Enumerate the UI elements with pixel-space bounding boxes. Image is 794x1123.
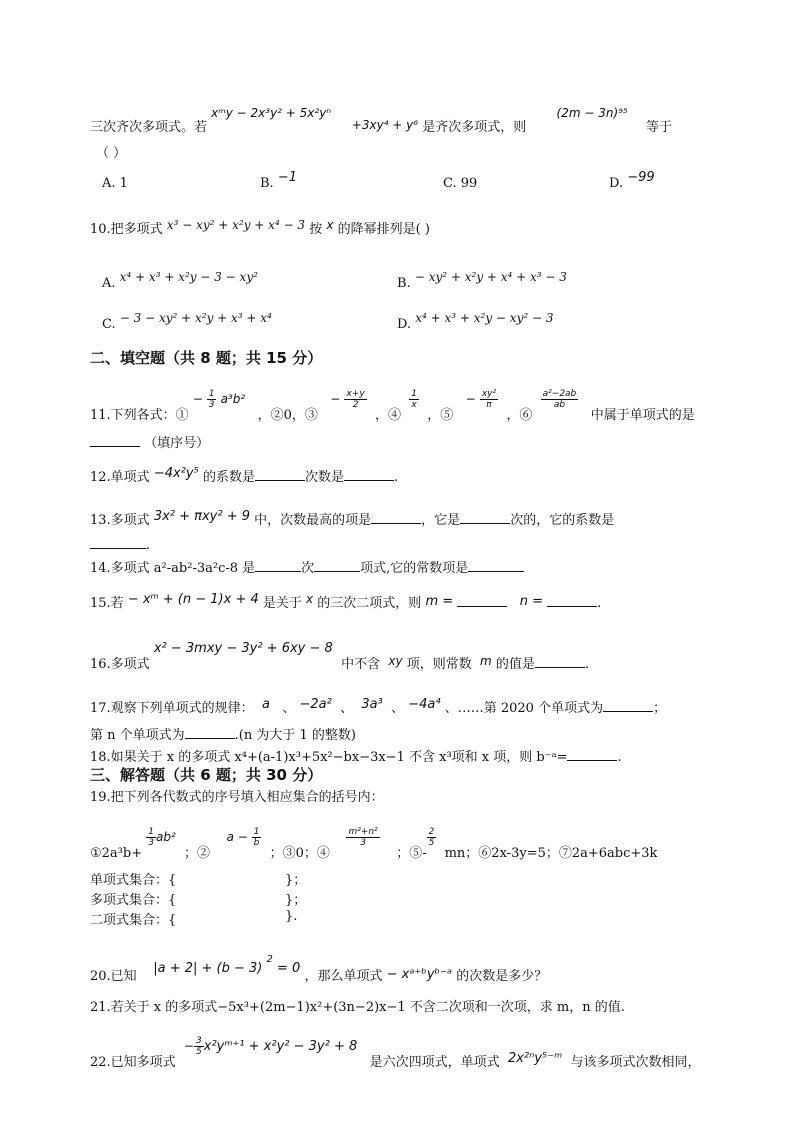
q12-pre: 12.单项式 <box>90 470 150 485</box>
q15-mid2: 的三次二项式，则 <box>317 596 422 611</box>
q10-option-d <box>397 311 554 332</box>
q11-e1-rest: a³b² <box>220 392 246 406</box>
q9-option-b-math: −1 <box>277 170 297 185</box>
q19-p2: ；② <box>184 846 211 861</box>
q15-end: . <box>597 596 602 611</box>
q19-line1: 19.把下列各代数式的序号填入相应集合的括号内： <box>90 790 384 805</box>
q16-mid: 中不含 <box>341 657 381 672</box>
q9-option-d <box>609 170 655 191</box>
q10-option-c-math: − 3 − xy² + x²y + x³ + x⁴ <box>119 311 272 325</box>
q11-e4-fraction <box>409 389 419 410</box>
q16-blank <box>535 655 585 668</box>
q11-e1-den: 3 <box>208 400 215 410</box>
q16-var2: m <box>479 654 492 668</box>
q19-set-monomial-end: }； <box>285 873 307 888</box>
q13-blank-coefficient <box>90 536 146 549</box>
q9-text-pre: 三次齐次多项式。若 <box>90 120 208 135</box>
q19-e2: a − <box>226 830 252 844</box>
q17-pre: 17.观察下列单项式的规律： <box>90 701 254 716</box>
q19-f1-rest: ab² <box>155 830 176 844</box>
q19-f5-den: 5 <box>428 838 435 848</box>
q17-term-1: a <box>261 697 270 712</box>
q22-f-num: 3 <box>196 1036 202 1046</box>
q9-expr3: (2m − 3n)⁹⁵ <box>556 106 628 120</box>
q12-line <box>90 466 398 485</box>
q16-line <box>90 641 589 672</box>
q11-e6-den: ab <box>553 400 566 410</box>
q11-blank <box>90 434 140 447</box>
q15-line <box>90 592 601 611</box>
q22-end: 与该多项式次数相同， <box>570 1055 701 1070</box>
q18-line <box>90 746 622 765</box>
q10-text-pre: 10.把多项式 <box>90 222 163 237</box>
q14-blank-terms <box>314 559 360 572</box>
q13-mid2: ，它是 <box>421 513 461 528</box>
q17-sep-3: 、 <box>391 701 405 716</box>
q16-expr: x² − 3mxy − 3y² + 6xy − 8 <box>153 641 333 656</box>
q11-e5-num: xy² <box>481 389 497 399</box>
q10-var: x <box>326 218 334 232</box>
q10-option-a-math: x⁴ + x³ + x²y − 3 − xy² <box>119 270 258 284</box>
q9-expr: xᵐy − 2x³y² + 5x²yⁿ <box>211 106 332 120</box>
q10-option-d-math: x⁴ + x³ + x²y − xy² − 3 <box>415 311 554 325</box>
q20-end: 的次数是多少？ <box>456 969 548 984</box>
q17-line2 <box>90 724 356 743</box>
q18-end: . <box>617 750 622 765</box>
q12-mid: 的系数是 <box>202 470 255 485</box>
q15-blank-m <box>457 594 507 607</box>
q18-blank <box>567 748 617 761</box>
q10-text-mid: 按 <box>309 222 323 237</box>
q11-s5: ，⑤ <box>427 408 454 423</box>
q19-f2-fraction <box>252 827 262 848</box>
q20-expr: |a + 2| + (b − 3) <box>153 961 263 976</box>
q19-set-binomial-end: }. <box>285 909 298 924</box>
q10-option-a <box>102 270 258 291</box>
q13-expr: 3x² + πxy² + 9 <box>153 509 251 524</box>
q22-neg: − <box>183 1039 195 1053</box>
q22-pre: 22.已知多项式 <box>90 1055 176 1070</box>
q11-e6-fraction <box>541 389 579 410</box>
q19-f1-den: 3 <box>148 838 154 848</box>
q13-blank-degree <box>460 511 510 524</box>
q13-mid3: 次的，它的系数是 <box>510 513 615 528</box>
q11-e3-num: x+y <box>346 389 365 399</box>
q10-text-end: 的降幂排列是( ) <box>337 222 430 237</box>
q15-expr: − xᵐ + (n − 1)x + 4 <box>127 592 259 607</box>
q19-set-monomial-label: 单项式集合：{ <box>90 873 177 888</box>
q17-blank-2020 <box>603 699 653 712</box>
q14-line <box>90 557 524 576</box>
q10-option-b-label: B. <box>397 276 411 291</box>
q15-n: n = <box>519 594 543 609</box>
q12-mid2: 次数是 <box>304 470 344 485</box>
q10-line <box>90 218 430 237</box>
q11-e5-den: π <box>486 400 492 410</box>
q11-e1-fraction <box>207 389 217 410</box>
q11-e4-num: 1 <box>411 389 417 399</box>
q13-blank-term <box>371 511 421 524</box>
q10-option-c-label: C. <box>102 317 116 332</box>
q11-e4-den: x <box>411 400 417 410</box>
q9-option-d-math: −99 <box>627 170 655 185</box>
q11-e6-num: a²−2ab <box>542 389 577 399</box>
q9-line1 <box>90 106 673 135</box>
q14-mid2: 项式,它的常数项是 <box>360 561 469 576</box>
q19-set-binomial <box>90 909 298 928</box>
q9-option-b <box>260 170 297 191</box>
q20-eq: = 0 <box>277 961 301 976</box>
section-2-heading: 二、填空题（共 8 题；共 15 分） <box>90 349 323 367</box>
q9-expr2: +3xy⁴ + y⁶ <box>351 118 419 132</box>
q20-pre: 20.已知 <box>90 969 137 984</box>
q17-mid: 、……第 2020 个单项式为 <box>444 701 604 716</box>
q13-line2 <box>90 536 150 553</box>
q11-e3-fraction <box>344 389 366 410</box>
q15-blank-n <box>547 594 597 607</box>
q14-blank-constant <box>468 559 524 572</box>
q11-s4: ，④ <box>374 408 401 423</box>
q10-option-a-label: A. <box>102 276 116 291</box>
q19-p3: ；③0；④ <box>269 846 330 861</box>
q19-f4-fraction <box>346 827 379 848</box>
q21-line: 21.若关于 x 的多项式−5x³+(2m−1)x²+(3n−2)x−1 不含二次项和一次项，求 m，n 的值. <box>90 1000 625 1015</box>
q15-mid: 是关于 <box>262 596 302 611</box>
q17-line2-text: 第 n 个单项式为 <box>90 728 185 743</box>
q15-m: m = <box>425 594 454 609</box>
q11-e3-den: 2 <box>352 400 359 410</box>
q11-e1-sign: − <box>192 392 207 406</box>
q19-set-polynomial-label: 多项式集合：{ <box>90 893 177 908</box>
q9-text-end: 等于 <box>646 120 673 135</box>
q17-line2-end: .(n 为大于 1 的整数) <box>234 728 356 743</box>
q19-f5-fraction <box>427 827 437 848</box>
q22-f-den: 5 <box>196 1047 202 1057</box>
q22-fraction <box>194 1036 204 1057</box>
q19-p1: ①2a³b+ <box>90 846 143 861</box>
q19-f4-num: m²+n² <box>348 827 378 837</box>
q20-square: 2 <box>266 954 273 965</box>
q14-pre: 14.多项式 a²-ab²-3a²c-8 是 <box>90 561 256 576</box>
q13-mid: 中，次数最高的项是 <box>254 513 372 528</box>
q19-set-polynomial-end: }； <box>285 893 307 908</box>
q22-expr2: 2x²ⁿy⁵⁻ᵐ <box>507 1051 563 1066</box>
q10-option-b-math: − xy² + x²y + x⁴ + x³ − 3 <box>414 270 567 284</box>
q11-e5-fraction <box>480 389 498 410</box>
q11-line1: 11.下列各式：① − $\frac{1}{3}$ a³b² ，②0，③ − $\frac{x+y}{2}$ ，④ $\frac{1}{x}$ ，⑤ − $\frac{\text{xy²}}{\pi}$ ，⑥ $\frac{\text{a²−2ab}}{ab}$ 中属于单项式的是 <box>90 389 695 423</box>
q16-pre: 16.多项式 <box>90 657 150 672</box>
q9-text-mid: 是齐次多项式，则 <box>422 120 527 135</box>
q13-end: . <box>146 538 151 553</box>
q19-f2-num: 1 <box>253 827 260 837</box>
q9-option-a: A. 1 <box>102 176 128 191</box>
q15-var: x <box>306 592 314 606</box>
q9-option-b-label: B. <box>260 176 274 191</box>
q11-s6: ，⑥ <box>506 408 533 423</box>
q19-f2-den: b <box>253 838 260 848</box>
q19-f5-num: 2 <box>428 827 435 837</box>
q18-text: 18.如果关于 x 的多项式 x⁴+(a-1)x³+5x²−bx−3x−1 不含 x³项和 x 项，则 b⁻ᵃ= <box>90 750 568 765</box>
q9-option-d-label: D. <box>609 176 624 191</box>
q22-mid: 是六次四项式，单项式 <box>369 1055 500 1070</box>
q10-expr: x³ − xy² + x²y + x⁴ − 3 <box>166 218 306 232</box>
q13-line1 <box>90 509 614 528</box>
q11-line2 <box>90 432 209 451</box>
q14-blank-degree <box>255 559 301 572</box>
q12-end: . <box>393 470 399 485</box>
q9-option-c: C. 99 <box>443 176 478 191</box>
q19-f4-den: 3 <box>360 838 366 848</box>
q17-term-4: −4a⁴ <box>408 697 441 712</box>
q19-set-binomial-label: 二项式集合：{ <box>90 913 177 928</box>
q11-pre: 11.下列各式：① <box>90 408 189 423</box>
q20-line <box>90 954 548 984</box>
q17-sep-2: 、 <box>340 701 354 716</box>
q19-f1-num: 1 <box>148 827 154 837</box>
q12-expr: −4x²y⁵ <box>153 466 199 481</box>
q10-option-c <box>102 311 272 332</box>
q14-mid: 次 <box>301 561 315 576</box>
q12-blank-coefficient <box>255 468 305 481</box>
q10-option-d-label: D. <box>397 317 412 332</box>
section-3-heading: 三、解答题（共 6 题；共 30 分） <box>90 766 323 784</box>
q17-blank-n <box>185 726 235 739</box>
q19-f1-fraction <box>146 827 156 848</box>
q19-set-polynomial <box>90 889 307 908</box>
q10-option-b <box>397 270 567 291</box>
q12-blank-degree <box>344 468 394 481</box>
q16-end: 的值是 <box>495 657 535 672</box>
q16-end2: . <box>584 657 589 672</box>
q17-end: ； <box>653 701 667 716</box>
q17-term-3: 3a³ <box>361 697 383 712</box>
q16-mid2: 项，则常数 <box>406 657 472 672</box>
q20-expr2: − xᵃ⁺ᵇyᵇ⁻ᵃ <box>386 967 453 982</box>
q9-paren: （ ） <box>96 146 127 161</box>
q19-p5-rest: mn；⑥2x-3y=5；⑦2a+6abc+3k <box>444 846 658 861</box>
q22-line <box>90 1036 701 1073</box>
q11-s2: ，②0，③ <box>257 408 318 423</box>
q16-var: xy <box>388 654 403 668</box>
q17-term-2: −2a² <box>299 697 332 712</box>
q20-mid: ，那么单项式 <box>304 969 383 984</box>
q19-set-monomial <box>90 869 307 888</box>
q15-pre: 15.若 <box>90 596 124 611</box>
q11-line2-text: （填序号） <box>144 436 210 451</box>
q13-pre: 13.多项式 <box>90 513 150 528</box>
q22-expr: x²yᵐ⁺¹ + x²y² − 3y² + 8 <box>203 1039 358 1054</box>
q19-p5: ；⑤- <box>396 846 427 861</box>
q17-line1 <box>90 697 666 716</box>
q19-line2 <box>90 827 658 864</box>
q17-sep-1: 、 <box>282 701 296 716</box>
q11-end: 中属于单项式的是 <box>590 408 695 423</box>
q11-e1-num: 1 <box>208 389 215 399</box>
